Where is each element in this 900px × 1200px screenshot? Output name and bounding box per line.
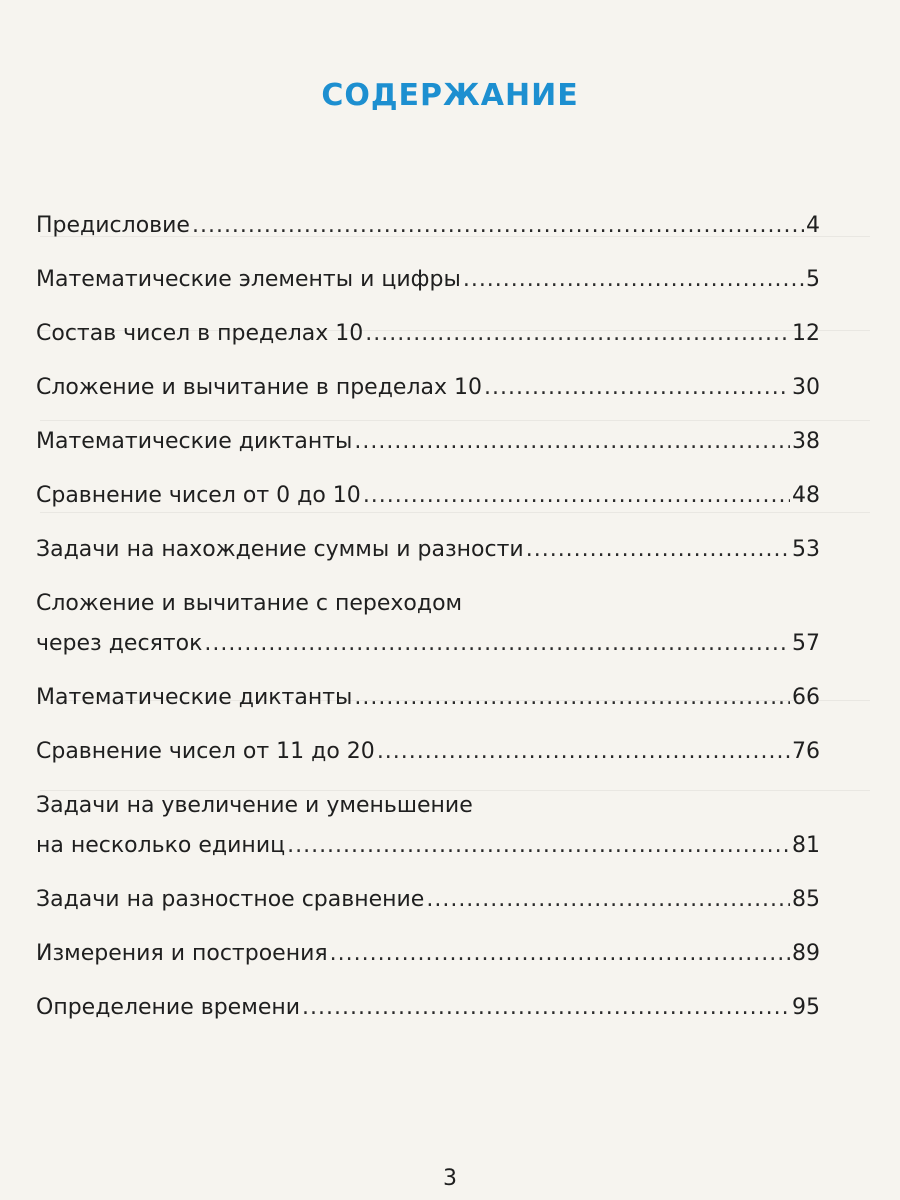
toc-leader-dots bbox=[363, 476, 790, 516]
toc-entry bbox=[36, 260, 820, 314]
toc-entry-title: Предисловие bbox=[36, 213, 190, 238]
toc-entry bbox=[36, 678, 820, 732]
toc-leader-dots bbox=[354, 678, 790, 718]
toc-leader-dots bbox=[302, 988, 790, 1028]
toc-entry bbox=[36, 314, 820, 368]
toc-entry-page: 5 bbox=[806, 267, 820, 292]
table-of-contents bbox=[36, 206, 820, 1042]
toc-entry-title: Состав чисел в пределах 10 bbox=[36, 321, 364, 346]
toc-entry-title: Задачи на разностное сравнение bbox=[36, 887, 425, 912]
toc-entry-page: 30 bbox=[792, 375, 820, 400]
toc-leader-dots bbox=[463, 260, 804, 300]
toc-entry-page: 81 bbox=[792, 833, 820, 858]
toc-leader-dots bbox=[484, 368, 790, 408]
toc-entry bbox=[36, 368, 820, 422]
toc-entry-page: 89 bbox=[792, 941, 820, 966]
toc-entry-title: Математические диктанты bbox=[36, 429, 353, 454]
toc-entry-page: 95 bbox=[792, 995, 820, 1020]
toc-entry-title: Математические элементы и цифры bbox=[36, 267, 461, 292]
toc-entry bbox=[36, 732, 820, 786]
toc-entry-page: 38 bbox=[792, 429, 820, 454]
toc-entry bbox=[36, 422, 820, 476]
toc-entry-title: Математические диктанты bbox=[36, 685, 353, 710]
toc-entry-page: 4 bbox=[806, 213, 820, 238]
toc-entry bbox=[36, 988, 820, 1042]
toc-entry-page: 53 bbox=[792, 537, 820, 562]
toc-leader-dots bbox=[426, 880, 790, 920]
toc-entry-page: 66 bbox=[792, 685, 820, 710]
toc-leader-dots bbox=[287, 826, 790, 866]
toc-entry-title-line1: Задачи на увеличение и уменьшение bbox=[36, 793, 473, 818]
toc-entry bbox=[36, 786, 820, 880]
toc-entry bbox=[36, 584, 820, 678]
toc-entry-page: 48 bbox=[792, 483, 820, 508]
toc-leader-dots bbox=[377, 732, 790, 772]
toc-entry-title: Сравнение чисел от 11 до 20 bbox=[36, 739, 375, 764]
toc-entry-title: Задачи на нахождение суммы и разности bbox=[36, 537, 524, 562]
toc-entry bbox=[36, 530, 820, 584]
toc-entry bbox=[36, 476, 820, 530]
toc-entry-title-line2: на несколько единиц bbox=[36, 833, 286, 858]
toc-entry bbox=[36, 934, 820, 988]
toc-entry-title-line1: Сложение и вычитание с переходом bbox=[36, 591, 463, 616]
toc-entry-title: Измерения и построения bbox=[36, 941, 328, 966]
toc-entry-title-line2: через десяток bbox=[36, 631, 203, 656]
toc-entry-page: 57 bbox=[792, 631, 820, 656]
toc-leader-dots bbox=[330, 934, 790, 974]
page-number: 3 bbox=[443, 1166, 457, 1191]
toc-entry bbox=[36, 206, 820, 260]
toc-entry-page: 85 bbox=[792, 887, 820, 912]
toc-entry-page: 76 bbox=[792, 739, 820, 764]
toc-leader-dots bbox=[365, 314, 790, 354]
toc-leader-dots bbox=[204, 624, 790, 664]
toc-entry-title: Сложение и вычитание в пределах 10 bbox=[36, 375, 483, 400]
toc-entry-page: 12 bbox=[792, 321, 820, 346]
toc-entry-title: Определение времени bbox=[36, 995, 301, 1020]
toc-entry bbox=[36, 880, 820, 934]
toc-leader-dots bbox=[354, 422, 790, 462]
toc-leader-dots bbox=[192, 206, 804, 246]
page-title: СОДЕРЖАНИЕ bbox=[321, 78, 579, 113]
toc-entry-title: Сравнение чисел от 0 до 10 bbox=[36, 483, 361, 508]
toc-leader-dots bbox=[526, 530, 790, 570]
